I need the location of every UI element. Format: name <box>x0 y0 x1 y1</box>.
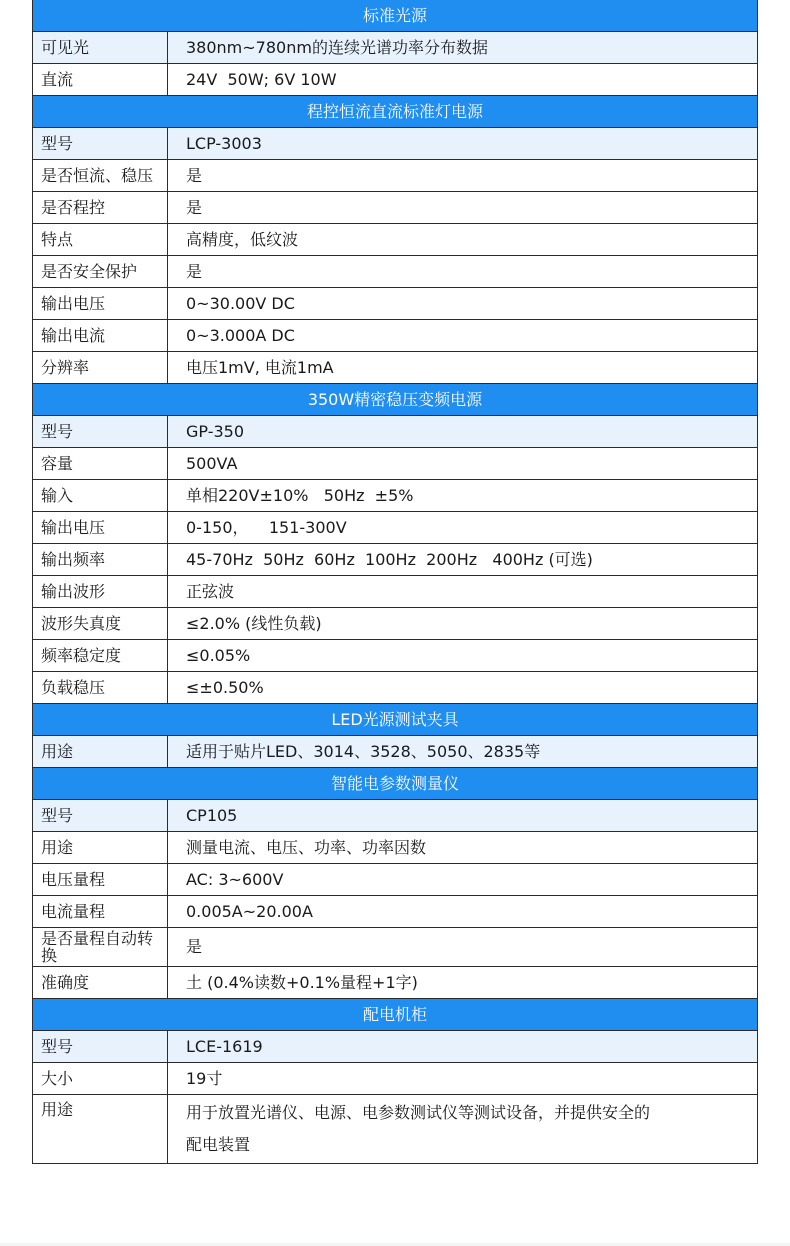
row-label: 频率稳定度 <box>33 640 168 671</box>
table-row <box>33 576 757 608</box>
table-row <box>33 544 757 576</box>
row-value: 土 (0.4%读数+0.1%量程+1字) <box>186 972 418 992</box>
table-row <box>33 608 757 640</box>
row-value: 是 <box>186 261 203 281</box>
spec-table <box>32 0 758 1164</box>
row-value: CP105 <box>186 805 238 825</box>
row-label: 电流量程 <box>33 896 168 927</box>
section-header: 程控恒流直流标准灯电源 <box>33 96 757 128</box>
table-row <box>33 1031 757 1063</box>
row-value: 用于放置光谱仪、电源、电参数测试仪等测试设备，并提供安全的 配电装置 <box>186 1103 651 1154</box>
table-row <box>33 288 757 320</box>
row-value: 19寸 <box>186 1068 223 1088</box>
row-label: 输出波形 <box>33 576 168 607</box>
row-value: 380nm~780nm的连续光谱功率分布数据 <box>186 37 488 57</box>
row-value: 是 <box>186 197 203 217</box>
table-row <box>33 736 757 768</box>
section-header: 350W精密稳压变频电源 <box>33 384 757 416</box>
row-label: 波形失真度 <box>33 608 168 639</box>
row-label: 是否程控 <box>33 192 168 223</box>
row-value: 单相220V±10% 50Hz ±5% <box>186 485 414 505</box>
row-label: 容量 <box>33 448 168 479</box>
row-value: 是 <box>186 937 203 956</box>
row-label: 电压量程 <box>33 864 168 895</box>
row-label: 大小 <box>33 1063 168 1094</box>
row-label: 用途 <box>33 1095 168 1163</box>
row-label: 型号 <box>33 128 168 159</box>
row-value: 正弦波 <box>186 581 235 601</box>
table-row <box>33 480 757 512</box>
row-value: LCE-1619 <box>186 1036 263 1056</box>
row-label: 是否恒流、稳压 <box>33 160 168 191</box>
row-value: ≤2.0% (线性负载) <box>186 613 322 633</box>
row-value: AC: 3~600V <box>186 869 284 889</box>
table-row <box>33 160 757 192</box>
table-row <box>33 448 757 480</box>
table-row <box>33 320 757 352</box>
row-value: ≤±0.50% <box>186 677 264 697</box>
table-row <box>33 416 757 448</box>
row-value: 测量电流、电压、功率、功率因数 <box>186 837 427 857</box>
table-row <box>33 832 757 864</box>
row-value: 24V 50W; 6V 10W <box>186 69 337 89</box>
row-label: 是否量程自动转换 <box>33 928 168 966</box>
row-value: 是 <box>186 165 203 185</box>
row-label: 输入 <box>33 480 168 511</box>
row-label: 负载稳压 <box>33 672 168 703</box>
table-row <box>33 224 757 256</box>
table-row <box>33 896 757 928</box>
row-label: 特点 <box>33 224 168 255</box>
row-label: 型号 <box>33 1031 168 1062</box>
section-header: 标准光源 <box>33 0 757 32</box>
row-label: 用途 <box>33 832 168 863</box>
row-value: 0-150， 151-300V <box>186 517 347 537</box>
table-row <box>33 928 757 967</box>
row-label: 直流 <box>33 64 168 95</box>
table-row <box>33 192 757 224</box>
table-row <box>33 800 757 832</box>
row-label: 输出频率 <box>33 544 168 575</box>
section-header: 配电机柜 <box>33 999 757 1031</box>
table-row <box>33 256 757 288</box>
row-label: 型号 <box>33 800 168 831</box>
row-label: 输出电流 <box>33 320 168 351</box>
row-label: 型号 <box>33 416 168 447</box>
table-row <box>33 32 757 64</box>
row-value: 高精度，低纹波 <box>186 229 299 249</box>
row-value: GP-350 <box>186 421 245 441</box>
section-header: 智能电参数测量仪 <box>33 768 757 800</box>
row-label: 输出电压 <box>33 288 168 319</box>
row-value: 0~30.00V DC <box>186 293 295 313</box>
row-value: 45-70Hz 50Hz 60Hz 100Hz 200Hz 400Hz (可选) <box>186 549 593 569</box>
row-value: 电压1mV, 电流1mA <box>186 357 334 377</box>
row-value: ≤0.05% <box>186 645 251 665</box>
table-row <box>33 1095 757 1163</box>
table-row <box>33 672 757 704</box>
row-label: 输出电压 <box>33 512 168 543</box>
table-row <box>33 1063 757 1095</box>
row-value: LCP-3003 <box>186 133 262 153</box>
row-label: 准确度 <box>33 967 168 998</box>
table-row <box>33 640 757 672</box>
row-label: 分辨率 <box>33 352 168 383</box>
table-row <box>33 512 757 544</box>
row-label: 可见光 <box>33 32 168 63</box>
row-value: 适用于贴片LED、3014、3528、5050、2835等 <box>186 741 541 761</box>
table-row <box>33 967 757 999</box>
row-value: 0~3.000A DC <box>186 325 295 345</box>
row-value: 0.005A~20.00A <box>186 901 313 921</box>
table-row <box>33 128 757 160</box>
table-row <box>33 864 757 896</box>
table-row <box>33 64 757 96</box>
row-value: 500VA <box>186 453 238 473</box>
section-header: LED光源测试夹具 <box>33 704 757 736</box>
table-row <box>33 352 757 384</box>
row-label: 用途 <box>33 736 168 767</box>
row-label: 是否安全保护 <box>33 256 168 287</box>
